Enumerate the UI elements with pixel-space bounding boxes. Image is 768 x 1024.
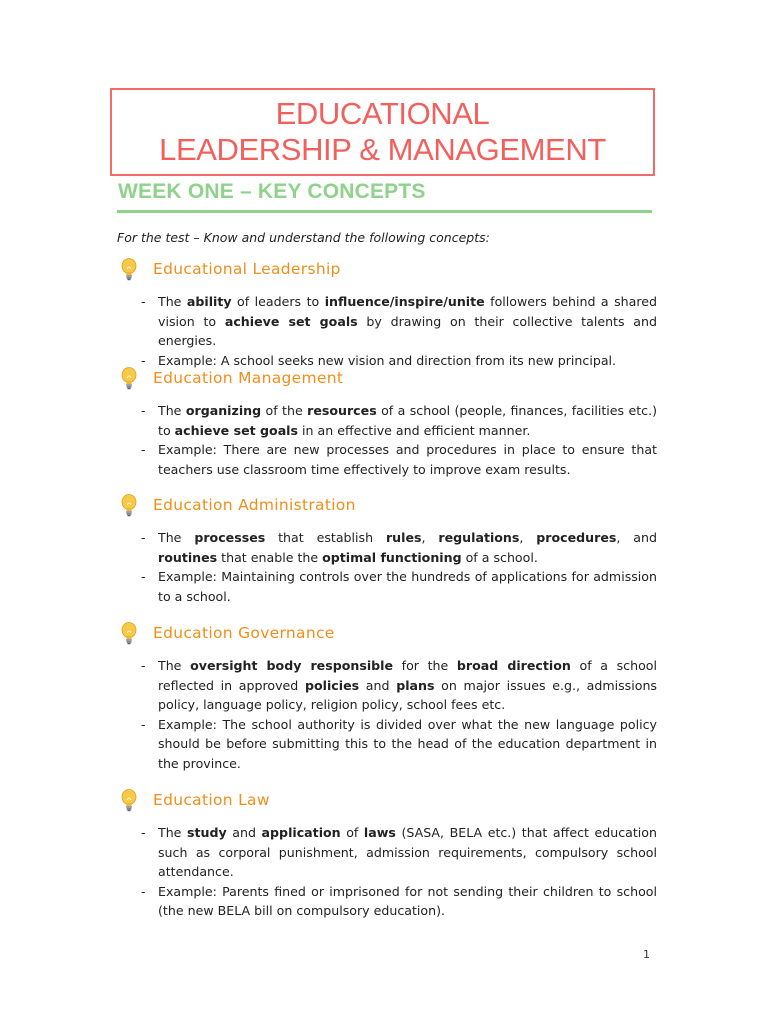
text-segment: of the bbox=[261, 403, 308, 418]
intro-text: For the test – Know and understand the following concepts: bbox=[117, 230, 490, 245]
text-segment: The bbox=[158, 530, 195, 545]
section-header bbox=[117, 622, 657, 648]
section-education-administration bbox=[117, 494, 657, 606]
bullet-list bbox=[117, 528, 657, 606]
section-title: Education Administration bbox=[153, 496, 356, 514]
bold-term: resources bbox=[307, 403, 377, 418]
bold-term: organizing bbox=[185, 403, 262, 418]
lightbulb-icon bbox=[121, 494, 137, 518]
lightbulb-icon bbox=[121, 622, 137, 646]
bullet-item bbox=[117, 567, 657, 606]
week-heading: WEEK ONE – KEY CONCEPTS bbox=[118, 180, 426, 203]
bold-term: plans bbox=[396, 677, 435, 693]
section-header bbox=[117, 258, 657, 284]
lightbulb-icon bbox=[121, 789, 137, 813]
bold-term: procedures bbox=[536, 530, 617, 545]
text-segment: that enable the bbox=[217, 549, 323, 565]
text-segment: and bbox=[226, 825, 262, 840]
section-education-governance bbox=[117, 622, 657, 774]
bullet-list bbox=[117, 401, 657, 479]
text-segment: that establish bbox=[265, 530, 386, 545]
text-segment: of a school (people, finances, facilities etc.) to bbox=[158, 403, 657, 438]
bullet-item bbox=[117, 656, 657, 715]
bold-term: ability bbox=[186, 294, 232, 309]
text-segment: Example: Parents fined or imprisoned for not sending their children to school (the new BELA bill on compulsory education). bbox=[158, 883, 657, 919]
week-divider bbox=[117, 210, 652, 213]
text-segment: , bbox=[421, 530, 439, 545]
bold-term: rules bbox=[385, 530, 422, 545]
text-segment: and bbox=[359, 677, 397, 693]
section-educational-leadership bbox=[117, 258, 657, 370]
bullet-item bbox=[117, 528, 657, 567]
section-education-law bbox=[117, 789, 657, 921]
text-segment: , and bbox=[616, 530, 657, 545]
text-segment: of leaders to bbox=[231, 294, 325, 309]
bold-term: routines bbox=[158, 549, 218, 565]
text-segment: by drawing on their collective talents and energies. bbox=[158, 313, 657, 349]
text-segment: for the bbox=[393, 658, 457, 673]
text-segment: (SASA, BELA etc.) that affect education such as corporal punishment, admission requirements, compulsory school attendance. bbox=[158, 825, 657, 880]
bold-term: regulations bbox=[438, 530, 520, 545]
bullet-item bbox=[117, 882, 657, 921]
text-segment: of a school reflected in approved bbox=[158, 658, 657, 693]
text-segment: The bbox=[158, 294, 187, 309]
section-header bbox=[117, 494, 657, 520]
section-title: Educational Leadership bbox=[153, 260, 341, 278]
text-segment: of a school. bbox=[461, 549, 538, 565]
section-header bbox=[117, 789, 657, 815]
bullet-item bbox=[117, 292, 657, 351]
bullet-list bbox=[117, 292, 657, 370]
bullet-item bbox=[117, 401, 657, 440]
text-segment: of bbox=[340, 825, 364, 840]
bold-term: processes bbox=[194, 530, 266, 545]
text-segment: Example: Maintaining controls over the hundreds of applications for admission to a school. bbox=[158, 569, 657, 604]
bold-term: policies bbox=[304, 677, 360, 693]
section-title: Education Management bbox=[153, 369, 344, 387]
section-education-management bbox=[117, 367, 657, 479]
bullet-item bbox=[117, 715, 657, 774]
section-title: Education Law bbox=[153, 791, 270, 809]
page-number: 1 bbox=[643, 948, 650, 961]
section-header bbox=[117, 367, 657, 393]
title-line-2: LEADERSHIP & MANAGEMENT bbox=[159, 132, 606, 167]
title-line-1: EDUCATIONAL bbox=[275, 96, 490, 131]
text-segment: Example: A school seeks new vision and direction from its new principal. bbox=[158, 352, 617, 368]
bold-term: broad direction bbox=[456, 658, 571, 673]
text-segment: followers behind a shared vision to bbox=[158, 294, 657, 329]
lightbulb-icon bbox=[121, 258, 137, 282]
bold-term: achieve set goals bbox=[174, 422, 298, 438]
bold-term: study bbox=[187, 825, 227, 840]
lightbulb-icon bbox=[121, 367, 137, 391]
bold-term: optimal functioning bbox=[322, 549, 462, 565]
bold-term: oversight body responsible bbox=[190, 658, 394, 673]
text-segment: The bbox=[158, 658, 191, 673]
text-segment: , bbox=[519, 530, 537, 545]
title-box bbox=[110, 88, 655, 176]
bullet-list bbox=[117, 656, 657, 774]
text-segment: in an effective and efficient manner. bbox=[298, 422, 531, 438]
bold-term: application bbox=[261, 825, 341, 840]
bullet-list bbox=[117, 823, 657, 921]
bold-term: laws bbox=[363, 825, 396, 840]
text-segment: The bbox=[158, 403, 186, 418]
bullet-item bbox=[117, 440, 657, 479]
bullet-item bbox=[117, 823, 657, 882]
text-segment: Example: There are new processes and procedures in place to ensure that teachers use classroom time effectively to improve exam results. bbox=[158, 442, 657, 477]
text-segment: Example: The school authority is divided over what the new language policy should be before submitting this to the head of the education department in the province. bbox=[158, 716, 657, 771]
text-segment: The bbox=[158, 825, 187, 840]
section-title: Education Governance bbox=[153, 624, 335, 642]
text-segment: on major issues e.g., admissions policy, language policy, religion policy, school fees etc. bbox=[158, 677, 657, 713]
bold-term: achieve set goals bbox=[224, 313, 358, 329]
bold-term: influence/inspire/unite bbox=[324, 294, 485, 309]
